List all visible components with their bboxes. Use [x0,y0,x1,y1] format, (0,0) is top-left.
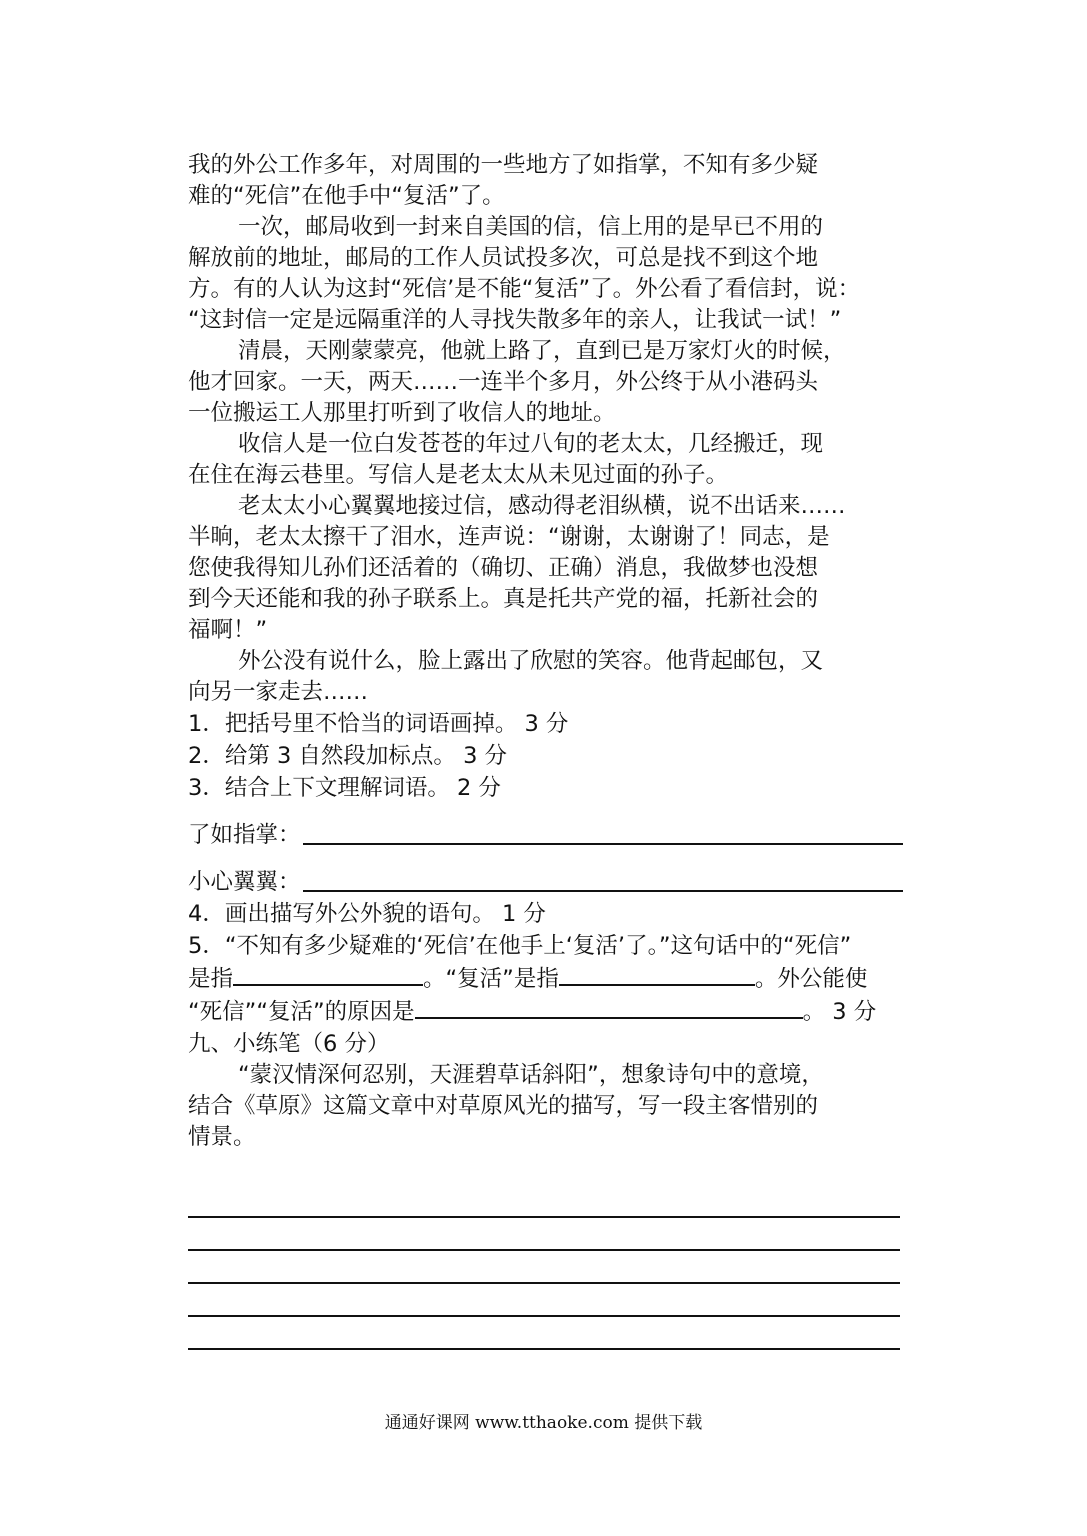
question-5: 5．“不知有多少疑难的‘死信’在他手上‘复活’了。”这句话中的“死信” [188,933,852,959]
question-1: 1．把括号里不恰当的词语画掉。 3 分 [188,711,569,737]
term-label: 了如指掌： [188,822,301,848]
footer-text: 通通好课网 www.tthaoke.com 提供下载 [384,1413,703,1433]
passage-line: 福啊！” [188,617,268,643]
q5-text: 是指 [188,966,234,992]
writing-line[interactable] [188,1249,900,1282]
writing-line[interactable] [188,1282,900,1315]
writing-line[interactable] [188,1315,900,1348]
writing-line[interactable] [188,1348,900,1381]
passage-line: 老太太小心翼翼地接过信，感动得老泪纵横，说不出话来…… [238,493,846,519]
q5-text: 。 3 分 [802,999,877,1025]
q5-text: 。“复活”是指 [423,966,559,992]
question-5-blanks-2 [188,995,903,1028]
section-9-prompt: 结合《草原》这篇文章中对草原风光的描写，写一段主客惜别的 [188,1093,819,1119]
passage-line: 方。有的人认为这封“死信’是不能“复活”了。外公看了看信封，说： [188,276,861,302]
q5-text: “死信”“复活”的原因是 [188,999,415,1025]
answer-blank[interactable] [559,962,755,986]
passage-line: 在住在海云巷里。写信人是老太太从未见过面的孙子。 [188,462,729,488]
passage-line: 您使我得知儿孙们还活着的（确切、正确）消息，我做梦也没想 [188,555,819,581]
passage-line: 一次，邮局收到一封来自美国的信，信上用的是早已不用的 [238,214,824,240]
passage-line: 解放前的地址，邮局的工作人员试投多次，可总是找不到这个地 [188,245,819,271]
section-9-prompt: “蒙汉情深何忍别，天涯碧草话斜阳”，想象诗句中的意境， [238,1062,824,1088]
worksheet-content [188,150,903,1153]
answer-line[interactable] [303,843,903,845]
passage-line: 半晌，老太太擦干了泪水，连声说：“谢谢，太谢谢了！同志，是 [188,524,830,550]
passage-line: 到今天还能和我的孙子联系上。真是托共产党的福，托新社会的 [188,586,819,612]
passage-line: 难的“死信”在他手中“复活”了。 [188,183,505,209]
passage-line: “这封信一定是远隔重洋的人寻找失散多年的亲人，让我试一试！” [188,307,842,333]
answer-blank[interactable] [233,962,423,986]
question-4: 4．画出描写外公外貌的语句。 1 分 [188,901,546,927]
question-3: 3．结合上下文理解词语。 2 分 [188,775,501,801]
answer-line[interactable] [303,890,903,892]
term-label: 小心翼翼： [188,869,301,895]
writing-area[interactable] [188,1216,900,1381]
passage-line: 他才回家。一天，两天……一连半个多月，外公终于从小港码头 [188,369,819,395]
answer-blank[interactable] [415,995,803,1019]
term-answer-row [188,851,903,898]
passage-line: 我的外公工作多年，对周围的一些地方了如指掌，不知有多少疑 [188,152,819,178]
term-answer-row [188,804,903,851]
q5-text: 。外公能使 [754,966,868,992]
section-9-title: 九、小练笔（6 分） [188,1031,390,1057]
passage-line: 收信人是一位白发苍苍的年过八旬的老太太，几经搬迁，现 [238,431,824,457]
passage-line: 外公没有说什么，脸上露出了欣慰的笑容。他背起邮包，又 [238,648,824,674]
passage-line: 一位搬运工人那里打听到了收信人的地址。 [188,400,616,426]
question-5-blanks-1 [188,962,903,995]
section-9-prompt: 情景。 [188,1124,256,1150]
passage-line: 清晨，天刚蒙蒙亮，他就上路了，直到已是万家灯火的时候， [238,338,846,364]
question-2: 2．给第 3 自然段加标点。 3 分 [188,743,508,769]
writing-line[interactable] [188,1216,900,1249]
passage-line: 向另一家走去…… [188,679,369,705]
